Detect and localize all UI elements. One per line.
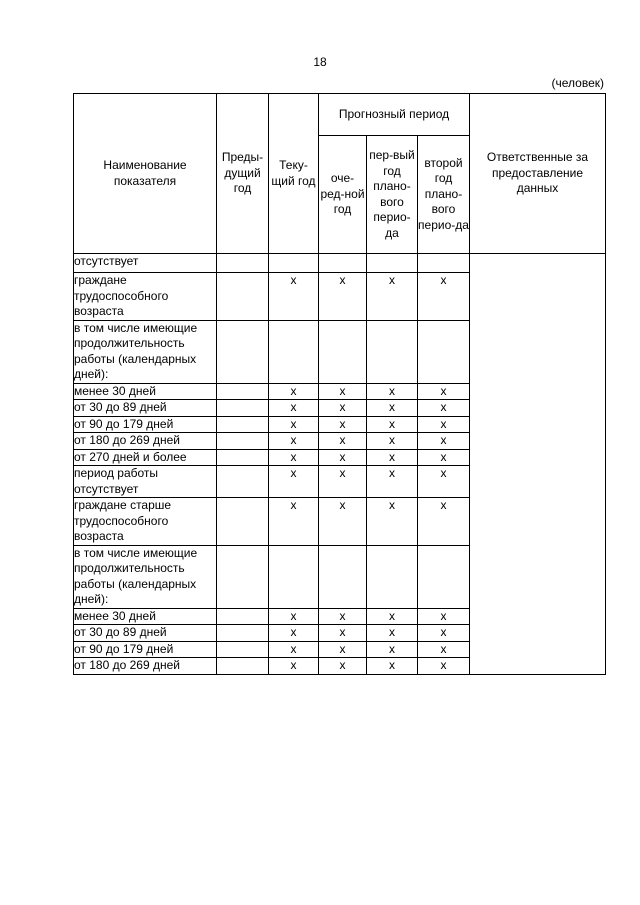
second-planning-year-cell: x	[418, 498, 470, 546]
current-year-cell: x	[269, 416, 319, 433]
first-planning-year-cell: x	[367, 433, 418, 450]
indicator-cell: отсутствует	[74, 254, 217, 273]
first-planning-year-cell: x	[367, 625, 418, 642]
second-planning-year-cell: x	[418, 400, 470, 417]
indicator-cell: от 270 дней и более	[74, 449, 217, 466]
second-planning-year-cell: x	[418, 433, 470, 450]
next-year-cell: x	[319, 498, 367, 546]
indicator-cell: от 180 до 269 дней	[74, 658, 217, 675]
current-year-cell	[269, 254, 319, 273]
first-planning-year-cell	[367, 254, 418, 273]
second-planning-year-cell: x	[418, 449, 470, 466]
previous-year-cell	[217, 625, 269, 642]
header-responsible: Ответственные за предоставление данных	[470, 94, 606, 254]
next-year-cell: x	[319, 400, 367, 417]
current-year-cell: x	[269, 383, 319, 400]
page-number: 18	[313, 55, 327, 69]
previous-year-cell	[217, 545, 269, 608]
current-year-cell: x	[269, 658, 319, 675]
indicator-cell: в том числе имеющие продолжительность работы (календарных дней):	[74, 545, 217, 608]
indicator-cell: менее 30 дней	[74, 383, 217, 400]
current-year-cell: x	[269, 641, 319, 658]
current-year-cell: x	[269, 273, 319, 321]
next-year-cell: x	[319, 433, 367, 450]
current-year-cell: x	[269, 608, 319, 625]
indicator-cell: от 30 до 89 дней	[74, 625, 217, 642]
first-planning-year-cell: x	[367, 658, 418, 675]
header-next-year: оче-ред-ной год	[319, 136, 367, 254]
current-year-cell: x	[269, 400, 319, 417]
indicator-cell: от 180 до 269 дней	[74, 433, 217, 450]
next-year-cell: x	[319, 658, 367, 675]
header-second-planning-year: второй год плано-вого перио-да	[418, 136, 470, 254]
first-planning-year-cell: x	[367, 383, 418, 400]
header-indicator: Наименование показателя	[74, 94, 217, 254]
header-current-year: Теку-щий год	[269, 94, 319, 254]
first-planning-year-cell	[367, 320, 418, 383]
next-year-cell: x	[319, 608, 367, 625]
second-planning-year-cell: x	[418, 416, 470, 433]
second-planning-year-cell: x	[418, 658, 470, 675]
indicator-cell: от 90 до 179 дней	[74, 416, 217, 433]
next-year-cell: x	[319, 416, 367, 433]
second-planning-year-cell: x	[418, 383, 470, 400]
indicator-cell: граждане трудоспособного возраста	[74, 273, 217, 321]
indicator-cell: период работы отсутствует	[74, 466, 217, 498]
unit-note: (человек)	[551, 76, 604, 90]
current-year-cell: x	[269, 433, 319, 450]
second-planning-year-cell: x	[418, 625, 470, 642]
second-planning-year-cell: x	[418, 273, 470, 321]
second-planning-year-cell: x	[418, 641, 470, 658]
indicator-cell: от 30 до 89 дней	[74, 400, 217, 417]
first-planning-year-cell: x	[367, 498, 418, 546]
second-planning-year-cell: x	[418, 608, 470, 625]
previous-year-cell	[217, 658, 269, 675]
second-planning-year-cell	[418, 545, 470, 608]
first-planning-year-cell: x	[367, 400, 418, 417]
next-year-cell: x	[319, 449, 367, 466]
responsible-cell	[470, 254, 606, 675]
current-year-cell	[269, 320, 319, 383]
second-planning-year-cell: x	[418, 466, 470, 498]
table-row	[74, 254, 606, 273]
next-year-cell: x	[319, 383, 367, 400]
current-year-cell: x	[269, 449, 319, 466]
previous-year-cell	[217, 416, 269, 433]
next-year-cell: x	[319, 466, 367, 498]
indicator-cell: в том числе имеющие продолжительность работы (календарных дней):	[74, 320, 217, 383]
first-planning-year-cell: x	[367, 273, 418, 321]
previous-year-cell	[217, 449, 269, 466]
first-planning-year-cell: x	[367, 608, 418, 625]
current-year-cell: x	[269, 498, 319, 546]
current-year-cell: x	[269, 466, 319, 498]
first-planning-year-cell: x	[367, 416, 418, 433]
next-year-cell	[319, 545, 367, 608]
previous-year-cell	[217, 320, 269, 383]
previous-year-cell	[217, 383, 269, 400]
second-planning-year-cell	[418, 320, 470, 383]
first-planning-year-cell: x	[367, 641, 418, 658]
indicator-cell: менее 30 дней	[74, 608, 217, 625]
second-planning-year-cell	[418, 254, 470, 273]
previous-year-cell	[217, 433, 269, 450]
first-planning-year-cell: x	[367, 449, 418, 466]
header-previous-year: Преды-дущий год	[217, 94, 269, 254]
current-year-cell	[269, 545, 319, 608]
table-header	[74, 94, 606, 254]
previous-year-cell	[217, 466, 269, 498]
previous-year-cell	[217, 400, 269, 417]
previous-year-cell	[217, 273, 269, 321]
next-year-cell: x	[319, 625, 367, 642]
previous-year-cell	[217, 498, 269, 546]
indicator-cell: от 90 до 179 дней	[74, 641, 217, 658]
current-year-cell: x	[269, 625, 319, 642]
next-year-cell	[319, 254, 367, 273]
header-forecast-period: Прогнозный период	[319, 94, 470, 136]
previous-year-cell	[217, 608, 269, 625]
indicator-cell: граждане старше трудоспособного возраста	[74, 498, 217, 546]
next-year-cell: x	[319, 273, 367, 321]
previous-year-cell	[217, 641, 269, 658]
previous-year-cell	[217, 254, 269, 273]
indicator-table	[73, 93, 606, 675]
first-planning-year-cell: x	[367, 466, 418, 498]
first-planning-year-cell	[367, 545, 418, 608]
header-first-planning-year: пер-вый год плано-вого перио-да	[367, 136, 418, 254]
table-body	[74, 254, 606, 675]
next-year-cell	[319, 320, 367, 383]
next-year-cell: x	[319, 641, 367, 658]
